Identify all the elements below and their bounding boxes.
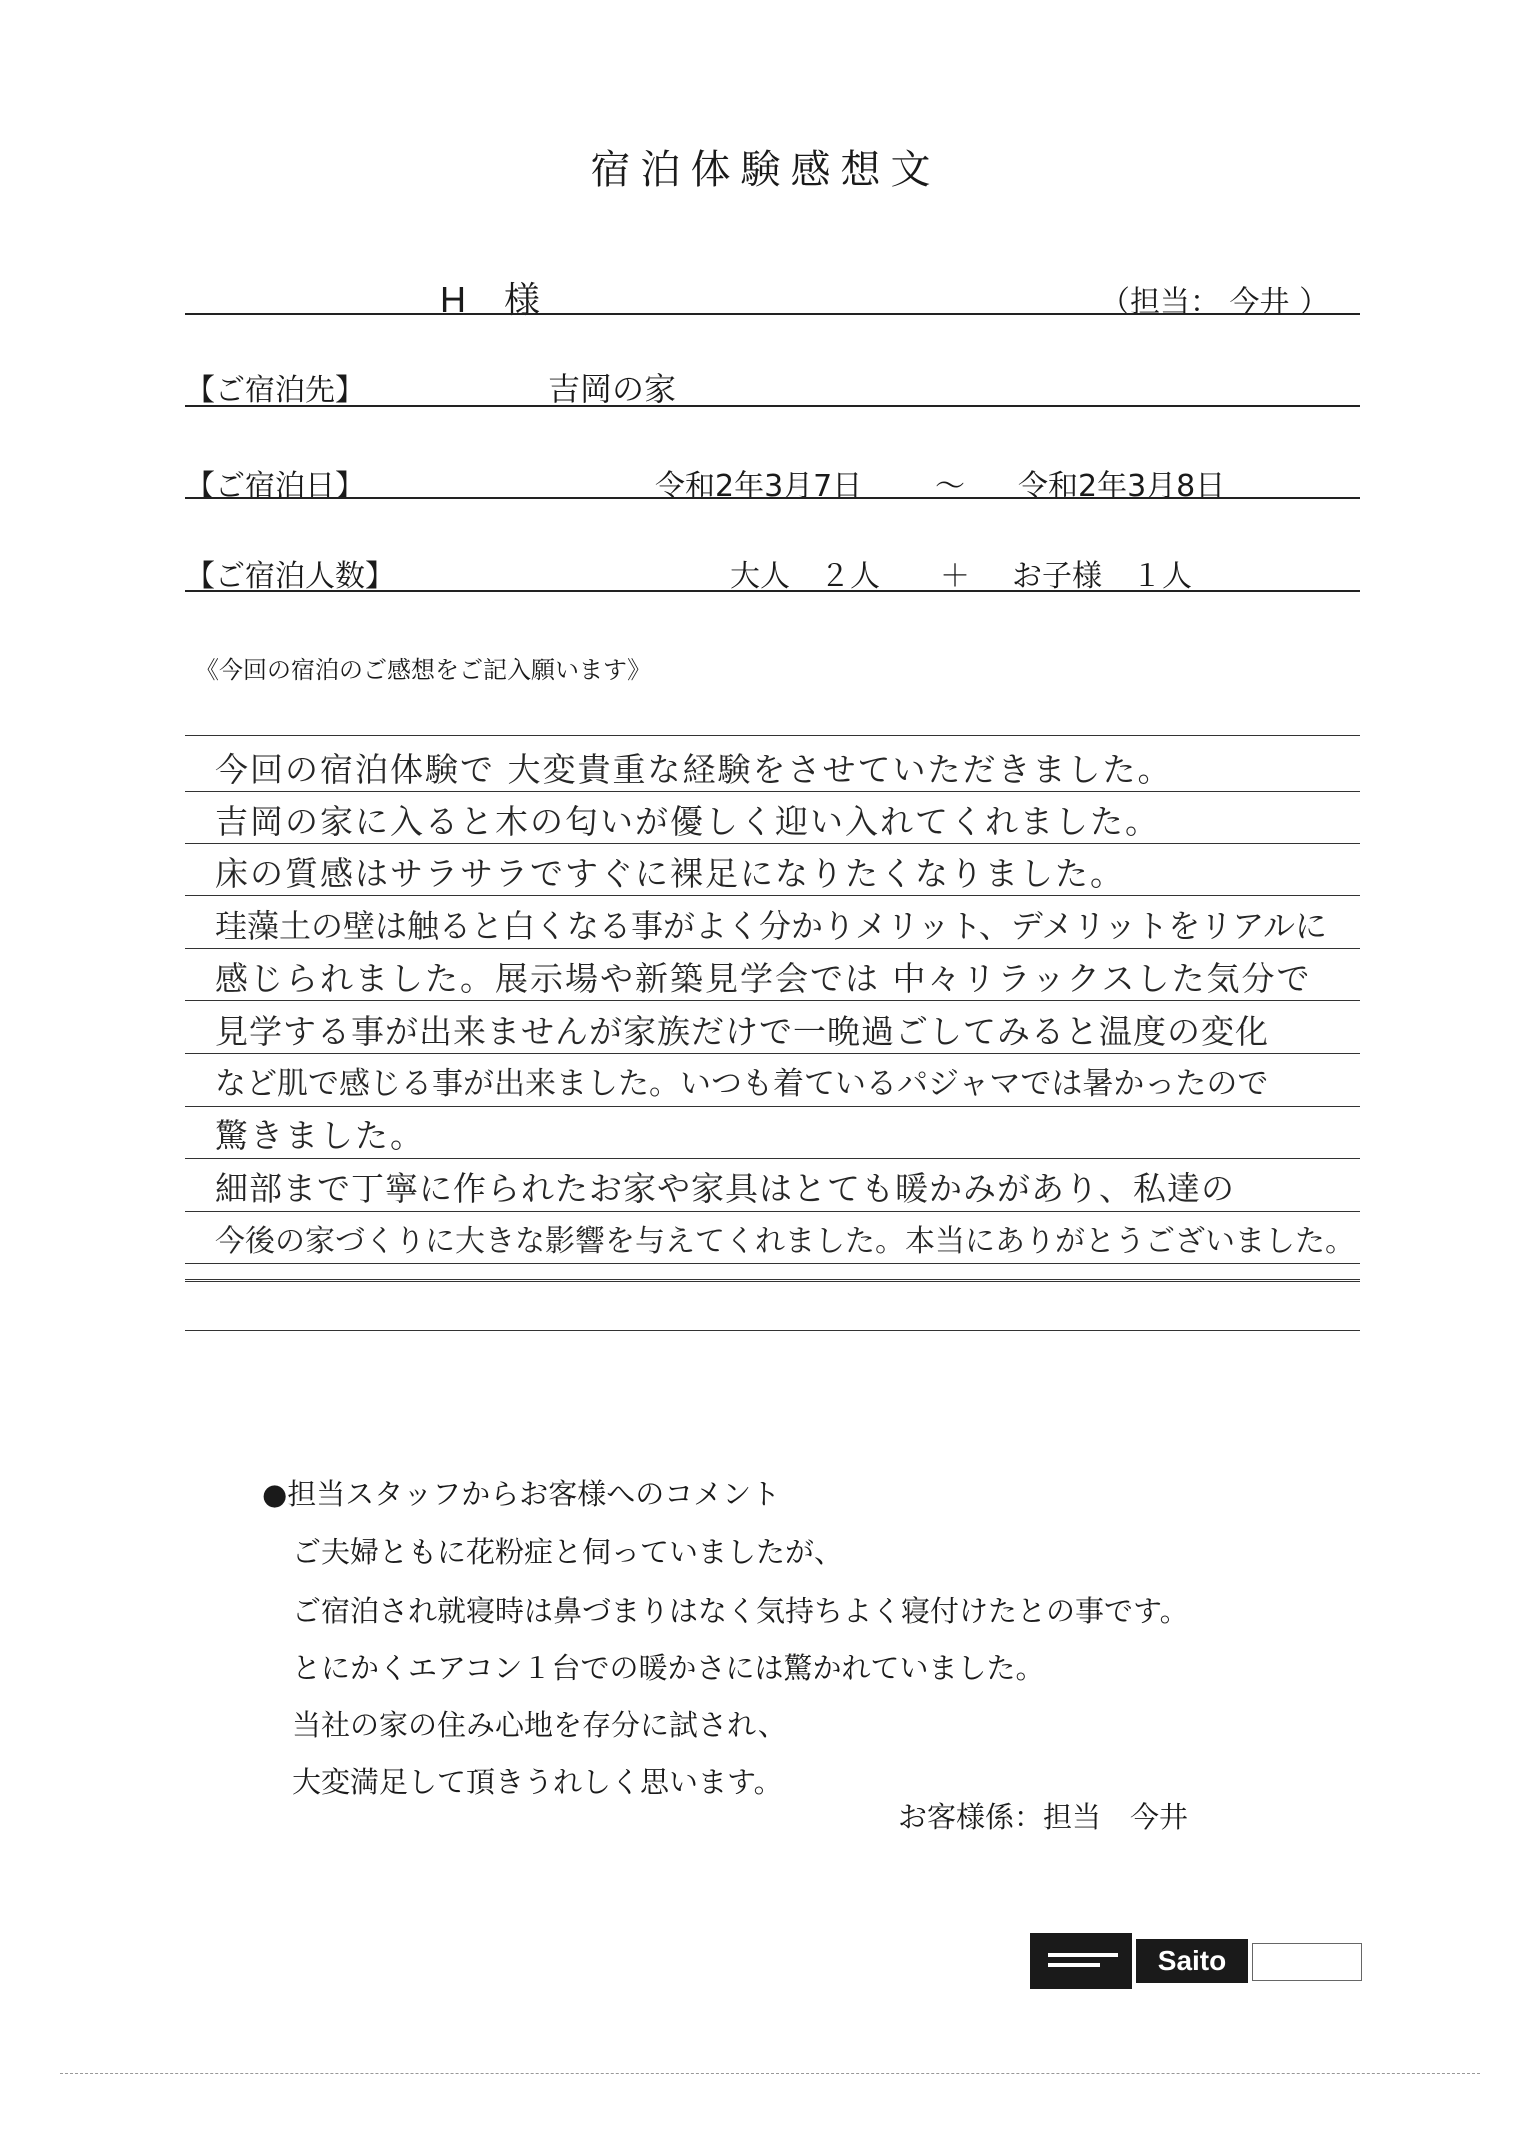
date-separator: ～ — [935, 469, 965, 504]
handwritten-line: 床の質感はサラサラですぐに裸足になりたくなりました。 — [215, 854, 1125, 893]
logo-brand-text: Saito — [1136, 1939, 1248, 1983]
logo-mark — [1030, 1933, 1132, 1989]
company-logo — [1030, 1933, 1360, 1989]
date-to: 令和2年3月8日 — [1018, 469, 1226, 504]
dates-label: 【ご宿泊日】 — [185, 469, 365, 504]
ruled-line — [185, 1053, 1360, 1054]
handwritten-line: など肌で感じる事が出来ました。いつも着ているパジャマでは暑かったので — [215, 1066, 1269, 1102]
date-from: 令和2年3月7日 — [655, 469, 863, 504]
scan-edge-line — [60, 2073, 1480, 2074]
ruled-line — [185, 735, 1360, 736]
handwritten-line: 見学する事が出来ませんが家族だけで一晩過ごしてみると温度の変化 — [215, 1012, 1269, 1051]
ruled-line — [185, 1330, 1360, 1331]
logo-subtext — [1252, 1943, 1362, 1981]
ruled-line — [185, 843, 1360, 844]
staff-in-charge: （担当： 今井 ） — [1100, 285, 1330, 320]
handwritten-line: 感じられました。展示場や新築見学会では 中々リラックスした気分で — [215, 959, 1312, 998]
ruled-line — [185, 1106, 1360, 1107]
staff-comment-line: 当社の家の住み心地を存分に試され、 — [292, 1708, 787, 1742]
staff-comment-heading: ●担当スタッフからお客様へのコメント — [262, 1477, 781, 1511]
ruled-line — [185, 791, 1360, 792]
ruled-line — [185, 1158, 1360, 1159]
ruled-line — [185, 1281, 1360, 1282]
adults-count: 大人 ２人 — [730, 559, 880, 594]
staff-comment-line: ご夫婦ともに花粉症と伺っていましたが、 — [292, 1535, 844, 1569]
ruled-line — [185, 1263, 1360, 1264]
people-label: 【ご宿泊人数】 — [185, 559, 395, 594]
destination-label: 【ご宿泊先】 — [185, 373, 365, 408]
handwritten-line: 珪藻土の壁は触ると白くなる事がよく分かりメリット、デメリットをリアルに — [215, 907, 1328, 945]
staff-comment-line: ご宿泊され就寝時は鼻づまりはなく気持ちよく寝付けたとの事です。 — [292, 1594, 1189, 1628]
ruled-line — [185, 895, 1360, 896]
guest-name — [440, 272, 540, 323]
destination-value: 吉岡の家 — [548, 370, 677, 408]
handwritten-line: 驚きました。 — [215, 1116, 425, 1155]
handwritten-line: 吉岡の家に入ると木の匂いが優しく迎い入れてくれました。 — [215, 802, 1160, 841]
page-title: 宿泊体験感想文 — [590, 147, 941, 193]
ruled-line — [185, 1000, 1360, 1001]
ruled-line — [185, 1211, 1360, 1212]
handwritten-line: 今後の家づくりに大きな影響を与えてくれました。本当にありがとうございました。 — [215, 1224, 1355, 1259]
handwritten-line: 細部まで丁寧に作られたお家や家具はとても暖かみがあり、私達の — [215, 1169, 1235, 1208]
ruled-line — [185, 1279, 1360, 1280]
handwritten-line: 今回の宿泊体験で 大変貴重な経験をさせていただきました。 — [215, 750, 1173, 789]
people-underline — [185, 590, 1360, 592]
dates-underline — [185, 497, 1360, 499]
staff-comment-line: 大変満足して頂きうれしく思います。 — [292, 1765, 783, 1799]
impression-request: 《今回の宿泊のご感想をご記入願います》 — [195, 656, 651, 684]
staff-comment-line: とにかくエアコン１台での暖かさには驚かれていました。 — [292, 1651, 1045, 1685]
staff-signature: お客様係：担当 今井 — [898, 1800, 1189, 1834]
destination-underline — [185, 405, 1360, 407]
children-count: お子様 １人 — [1012, 559, 1192, 594]
guest-honorific: 様 — [504, 279, 541, 320]
plus-sign: ＋ — [940, 559, 970, 594]
guest-underline — [185, 313, 1360, 315]
guest-initial: H — [440, 279, 466, 320]
ruled-line — [185, 948, 1360, 949]
